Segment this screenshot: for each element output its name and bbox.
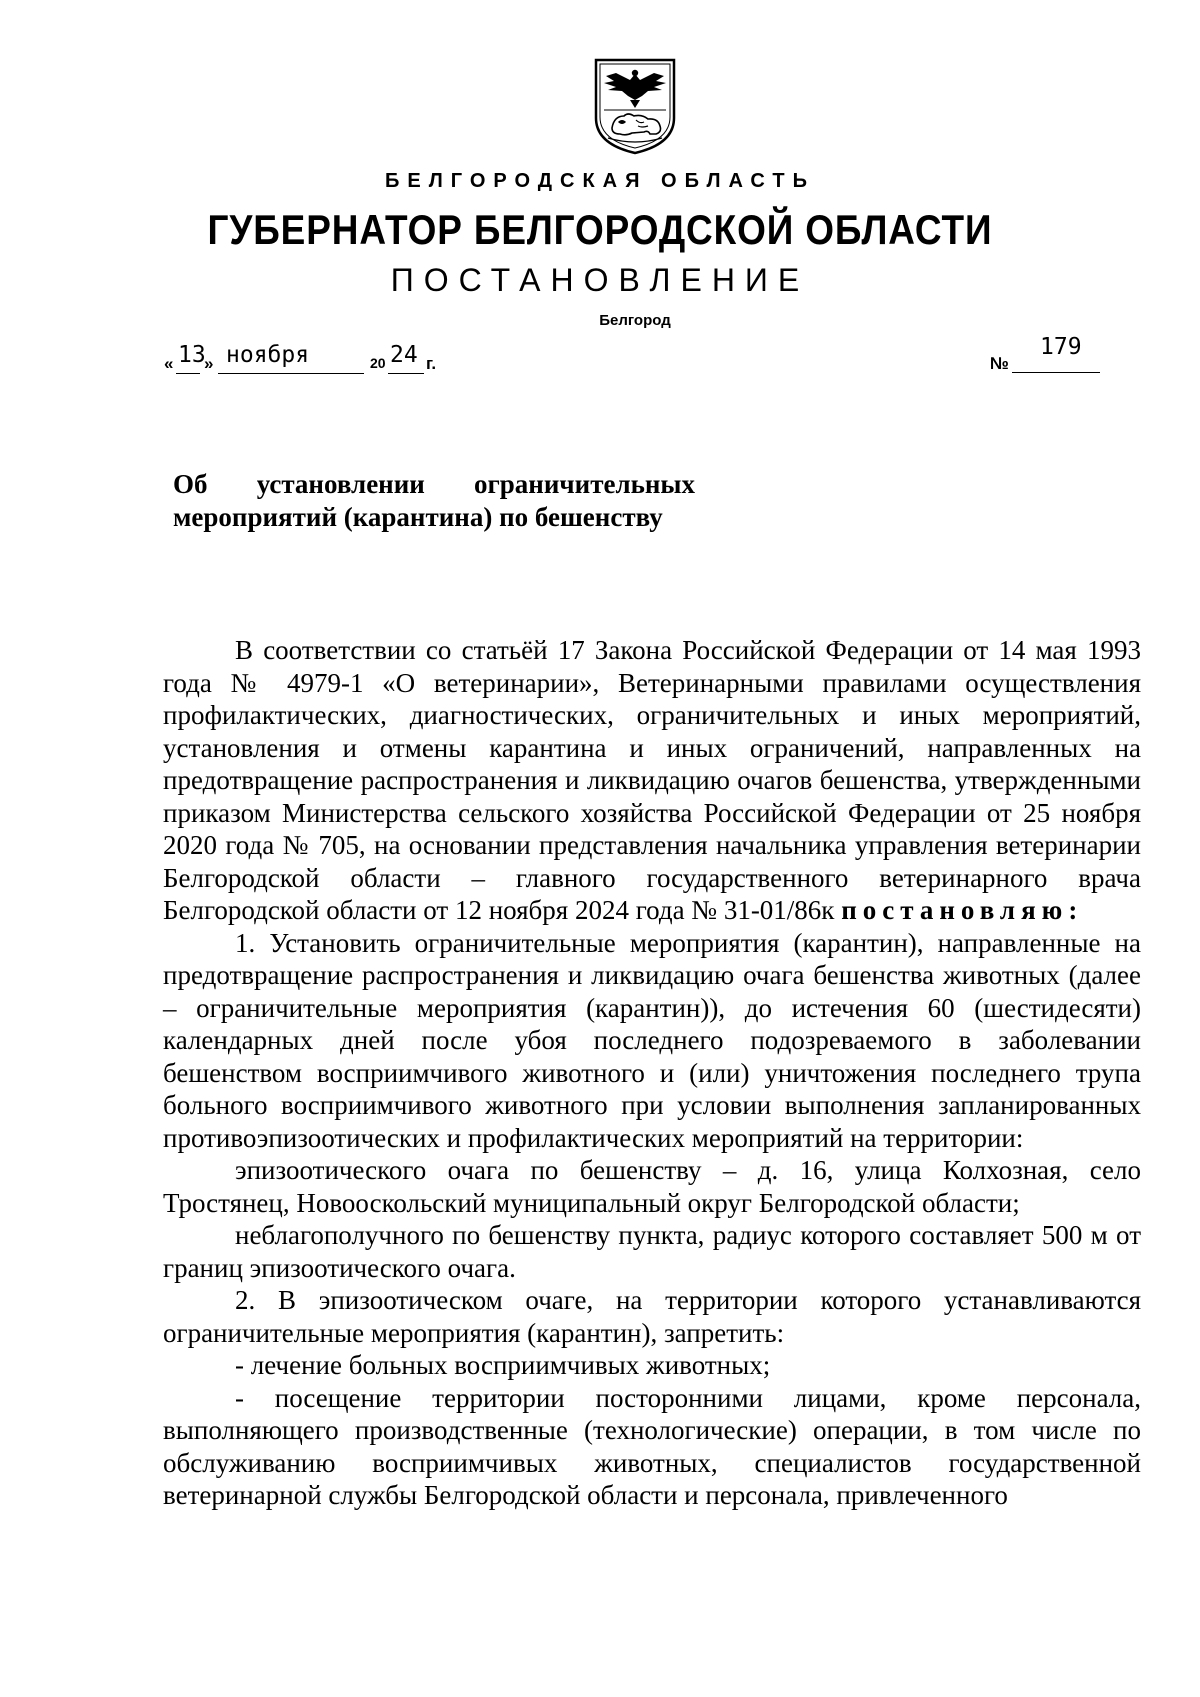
title-line-2: мероприятий (карантина) по бешенству (173, 502, 663, 532)
resolve-word: постановляю: (841, 895, 1084, 925)
document-number (990, 334, 1110, 374)
date-year-suffix: 24 (390, 342, 418, 368)
date-year-mark: г. (426, 354, 437, 373)
date-open-quote: « (164, 354, 174, 373)
document-body (163, 634, 1141, 1512)
paragraph-preamble (163, 634, 1141, 927)
document-title (173, 468, 695, 534)
list-item-visits: - посещение территории посторонними лицами, кроме персонала, выполняющего производственные (технологические) операции, в том числе по обслуживанию восприимчивых животных, специалистов государственной ветеринарной службы Белгородской области и персонала, привлеченного (163, 1382, 1141, 1510)
date-year-prefix: 20 (370, 355, 386, 371)
paragraph-clause-2: 2. В эпизоотическом очаге, на территории которого устанавливаются ограничительные мероприятия (карантин), запретить: (163, 1285, 1141, 1348)
date-month: ноября (226, 342, 310, 368)
document-date (164, 340, 504, 376)
number-underline (1012, 372, 1100, 373)
paragraph-outbreak-site: эпизоотического очага по бешенству – д. 16, улица Колхозная, село Тростянец, Новооскольский муниципальный округ Белгородской области; (163, 1155, 1141, 1218)
date-day: 13 (178, 342, 206, 368)
coat-of-arms-icon (592, 56, 678, 156)
day-underline (176, 373, 200, 374)
title-word: Об (173, 469, 208, 499)
authority-title: ГУБЕРНАТОР БЕЛГОРОДСКОЙ ОБЛАСТИ (207, 206, 993, 253)
city-name: Белгород (599, 312, 671, 329)
document-type: ПОСТАНОВЛЕНИЕ (390, 262, 810, 298)
title-line-1 (173, 468, 695, 501)
month-underline (218, 373, 364, 374)
region-name: БЕЛГОРОДСКАЯ ОБЛАСТЬ (385, 170, 815, 192)
paragraph-clause-1: 1. Установить ограничительные мероприятия (карантин), направленные на предотвращение распространения и ликвидацию очага бешенства животных (далее – ограничительные мероприятия (карантин)), до истечения 60 (шестидесяти) календарных дней после убоя последнего подозреваемого в заболевании бешенством восприимчивого животного и (или) уничтожения последнего трупа больного восприимчивого животного при условии выполнения запланированных противоэпизоотических и профилактических мероприятий на территории: (163, 927, 1141, 1153)
number-value: 179 (1040, 334, 1082, 360)
title-word: ограничительных (474, 469, 696, 499)
date-close-quote: » (204, 354, 214, 373)
paragraph-affected-area: неблагополучного по бешенству пункта, радиус которого составляет 500 м от границ эпизоотического очага. (163, 1220, 1141, 1283)
title-word: установлении (256, 469, 425, 499)
list-item-treatment: - лечение больных восприимчивых животных; (235, 1350, 771, 1380)
year-underline (388, 373, 424, 374)
number-label: № (990, 354, 1009, 373)
preamble-text: В соответствии со статьёй 17 Закона Российской Федерации от 14 мая 1993 года № 4979-1 «О ветеринарии», Ветеринарными правилами осуществления профилактических, диагностических, ограничительных и иных мероприятий, установления и отмены карантина и иных ограничений, направленных на предотвращение распространения и ликвидацию очагов бешенства, утвержденными приказом Министерства сельского хозяйства Российской Федерации от 25 ноября 2020 года № 705, на основании представления начальника управления ветеринарии Белгородской области – главного государственного ветеринарного врача Белгородской области от 12 ноября 2024 года № 31-01/86к (163, 635, 1141, 925)
